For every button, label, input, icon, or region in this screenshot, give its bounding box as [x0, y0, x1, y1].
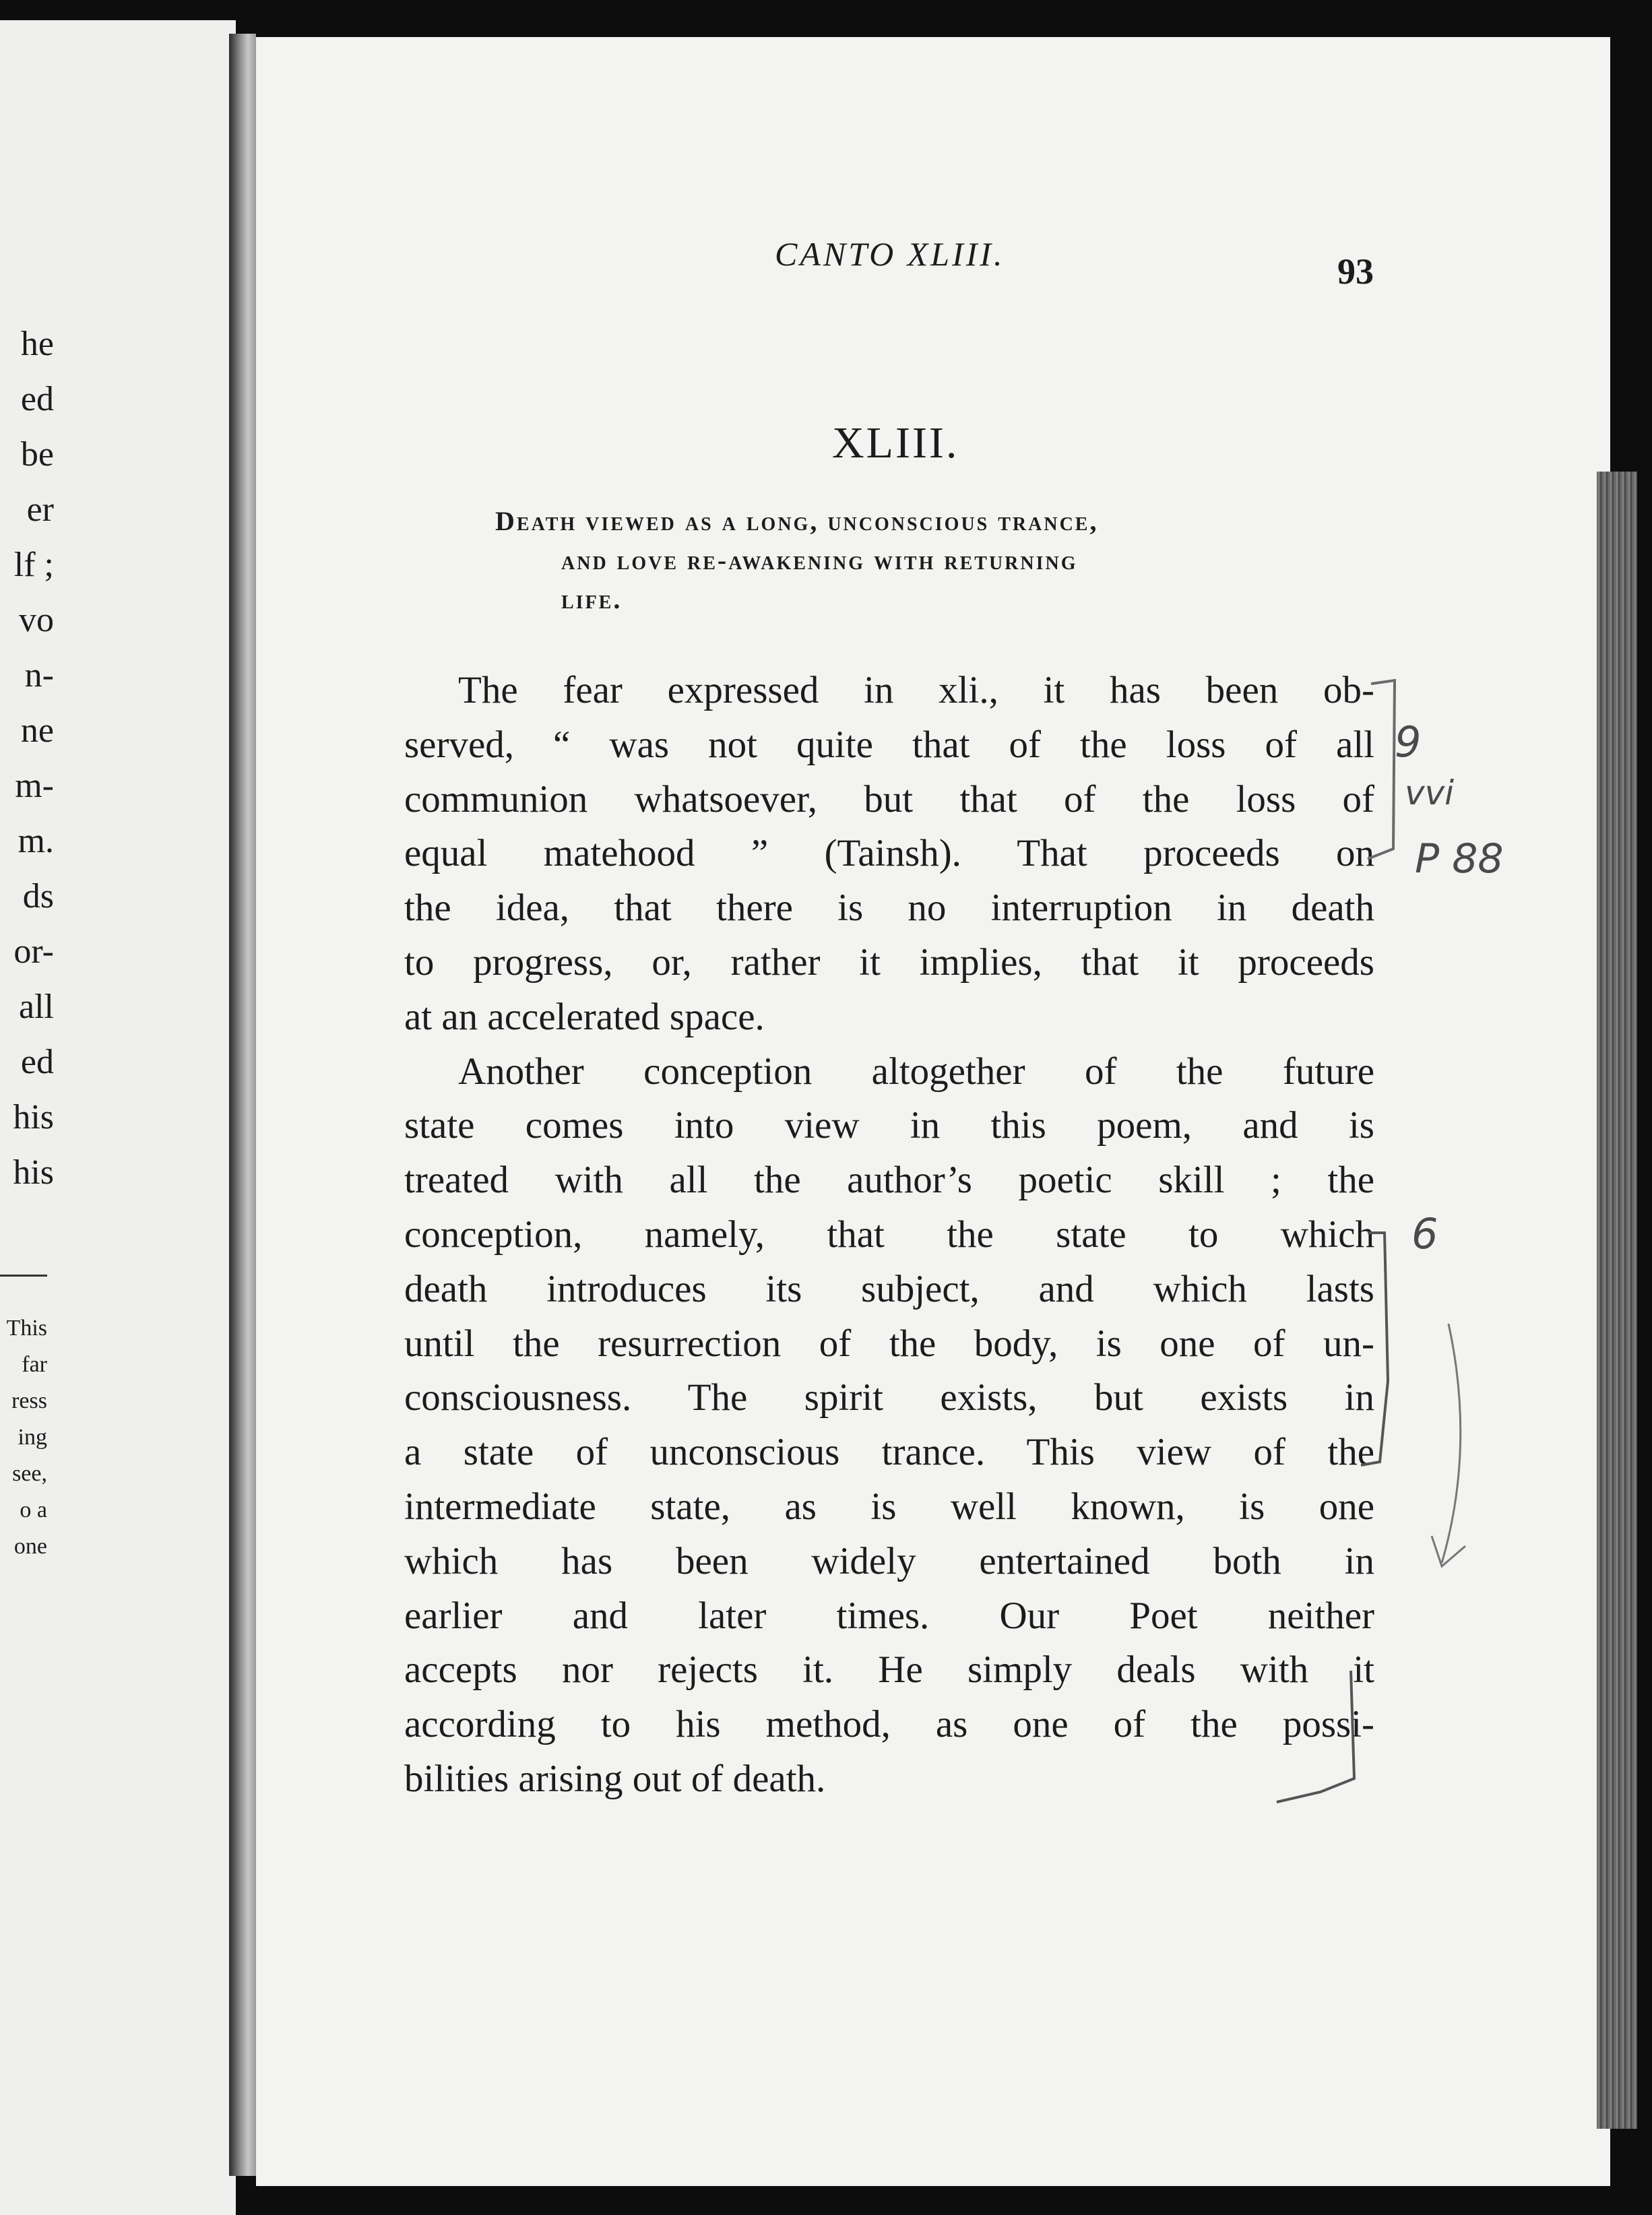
- footnote-fragment: far: [22, 1352, 47, 1377]
- fragment-line: be: [20, 435, 54, 474]
- page-number: 93: [1337, 251, 1374, 292]
- text-line: Another conception altogether of the future: [458, 1050, 1374, 1093]
- argument-line: life.: [561, 584, 623, 614]
- margin-annotation: vvi: [1405, 773, 1455, 812]
- footnote-fragment: This: [6, 1316, 47, 1341]
- text-line: consciousness. The spirit exists, but exists in: [404, 1376, 1374, 1419]
- fragment-line: lf ;: [13, 546, 54, 584]
- pencil-bracket-middle: [1361, 1233, 1388, 1465]
- fragment-line: er: [26, 490, 54, 529]
- fragment-line: he: [20, 325, 54, 363]
- fragment-line: m-: [15, 767, 54, 805]
- footnote-fragment: one: [13, 1534, 47, 1559]
- text-line: served, “ was not quite that of the loss of all: [404, 723, 1374, 766]
- fragment-line: ed: [20, 1043, 54, 1081]
- argument-line: Death viewed as a long, unconscious trance,: [495, 506, 1099, 536]
- text-line: which has been widely entertained both in: [404, 1539, 1374, 1582]
- text-line: to progress, or, rather it implies, that it proceeds: [404, 940, 1374, 984]
- text-line: the idea, that there is no interruption in death: [404, 887, 1374, 930]
- footnote-fragment: see,: [12, 1461, 47, 1486]
- text-line: until the resurrection of the body, is one of un-: [404, 1322, 1374, 1365]
- margin-annotation: 9: [1395, 717, 1422, 767]
- footnote-fragment: ing: [18, 1425, 47, 1450]
- text-line: according to his method, as one of the possi-: [404, 1703, 1374, 1746]
- canto-title: XLIII.: [832, 418, 959, 468]
- margin-annotation: 6: [1411, 1209, 1438, 1258]
- footnote-fragment: o a: [20, 1498, 47, 1522]
- fragment-line: m.: [18, 822, 54, 860]
- text-line: communion whatsoever, but that of the loss of: [404, 777, 1374, 821]
- fragment-line: vo: [19, 601, 54, 639]
- text-line: bilities arising out of death.: [404, 1757, 826, 1800]
- pencil-arrow: [1432, 1324, 1465, 1566]
- text-line: intermediate state, as is well known, is one: [404, 1485, 1374, 1528]
- fragment-line: or-: [13, 932, 54, 971]
- fragment-line: all: [19, 988, 54, 1026]
- pencil-bracket-bottom: [1277, 1671, 1354, 1802]
- text-line: conception, namely, that the state to which: [404, 1213, 1374, 1256]
- text-line: a state of unconscious trance. This view of the: [404, 1431, 1374, 1474]
- text-line: at an accelerated space.: [404, 995, 765, 1038]
- margin-annotation: P 88: [1415, 835, 1504, 882]
- footnote-fragment: ress: [11, 1388, 47, 1413]
- running-head: CANTO XLIII.: [775, 235, 1005, 273]
- text-line: earlier and later times. Our Poet neither: [404, 1594, 1374, 1637]
- argument-line: and love re-awakening with returning: [561, 545, 1078, 575]
- pencil-bracket-top: [1368, 680, 1395, 859]
- text-line: death introduces its subject, and which lasts: [404, 1267, 1374, 1310]
- fragment-line: ds: [22, 877, 54, 916]
- fragment-line: n-: [24, 656, 54, 695]
- text-line: treated with all the author’s poetic skill ; the: [404, 1159, 1374, 1202]
- text-line: state comes into view in this poem, and is: [404, 1104, 1374, 1147]
- text-line: equal matehood ” (Tainsh). That proceeds on: [404, 832, 1374, 875]
- text-line: The fear expressed in xli., it has been ob-: [458, 669, 1374, 711]
- fragment-line: ed: [20, 380, 54, 418]
- text-line: accepts nor rejects it. He simply deals with it: [404, 1648, 1374, 1692]
- fragment-line: ne: [20, 711, 54, 750]
- fragment-line: his: [13, 1153, 54, 1192]
- fragment-line: his: [13, 1098, 54, 1136]
